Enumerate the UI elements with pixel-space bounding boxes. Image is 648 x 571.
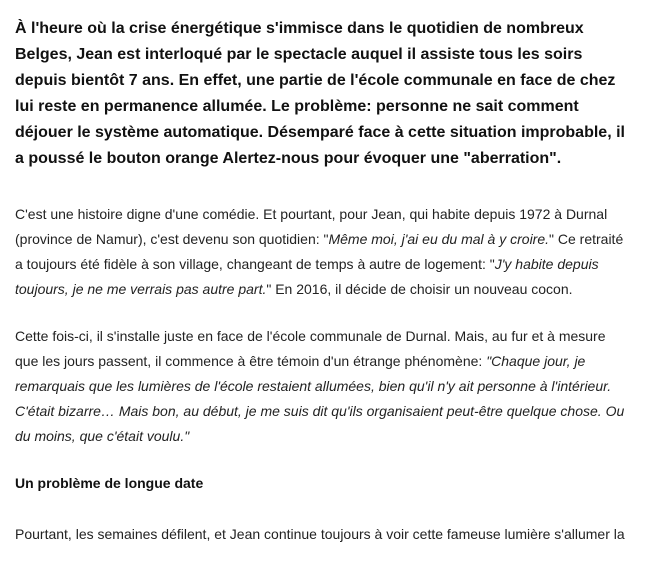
paragraph-1-text-b: " Ce retraité a toujours été fidèle à son village, changeant de temps à autre de logement: " xyxy=(15,231,624,272)
paragraph-2-quote: "Chaque jour, je remarquais que les lumières de l'école restaient allumées, bien qu'il n'y ait personne à l'intérieur. C'était bizarre… Mais bon, au début, je me suis dit qu'ils organisaient peut-être quelque chose. Ou du moins, que c'était voulu." xyxy=(15,353,625,444)
article-paragraph-2 xyxy=(15,324,632,449)
paragraph-1-quote-1: Même moi, j'ai eu du mal à y croire. xyxy=(328,231,550,247)
article-paragraph-3: Pourtant, les semaines défilent, et Jean continue toujours à voir cette fameuse lumière s'allumer la xyxy=(15,526,625,542)
paragraph-1-quote-2: J'y habite depuis toujours, je ne me verrais pas autre part. xyxy=(15,256,599,297)
paragraph-2-text: Cette fois-ci, il s'installe juste en face de l'école communale de Durnal. Mais, au fur et à mesure que les jours passent, il commence à être témoin d'un étrange phénomène: xyxy=(15,328,606,369)
article-paragraph-1 xyxy=(15,202,632,302)
paragraph-1-text-c: " En 2016, il décide de choisir un nouveau cocon. xyxy=(266,281,573,297)
article-lead: À l'heure où la crise énergétique s'immisce dans le quotidien de nombreux Belges, Jean est interloqué par le spectacle auquel il assiste tous les soirs depuis bientôt 7 ans. En effet, une partie de l'école communale en face de chez lui reste en permanence allumée. Le problème: personne ne sait comment déjouer le système automatique. Désemparé face à cette situation improbable, il a poussé le bouton orange Alertez-nous pour évoquer une "aberration". xyxy=(15,20,625,167)
paragraph-1-text-a: C'est une histoire digne d'une comédie. Et pourtant, pour Jean, qui habite depuis 1972 à Durnal (province de Namur), c'est devenu son quotidien: " xyxy=(15,206,608,247)
section-heading: Un problème de longue date xyxy=(15,475,204,491)
